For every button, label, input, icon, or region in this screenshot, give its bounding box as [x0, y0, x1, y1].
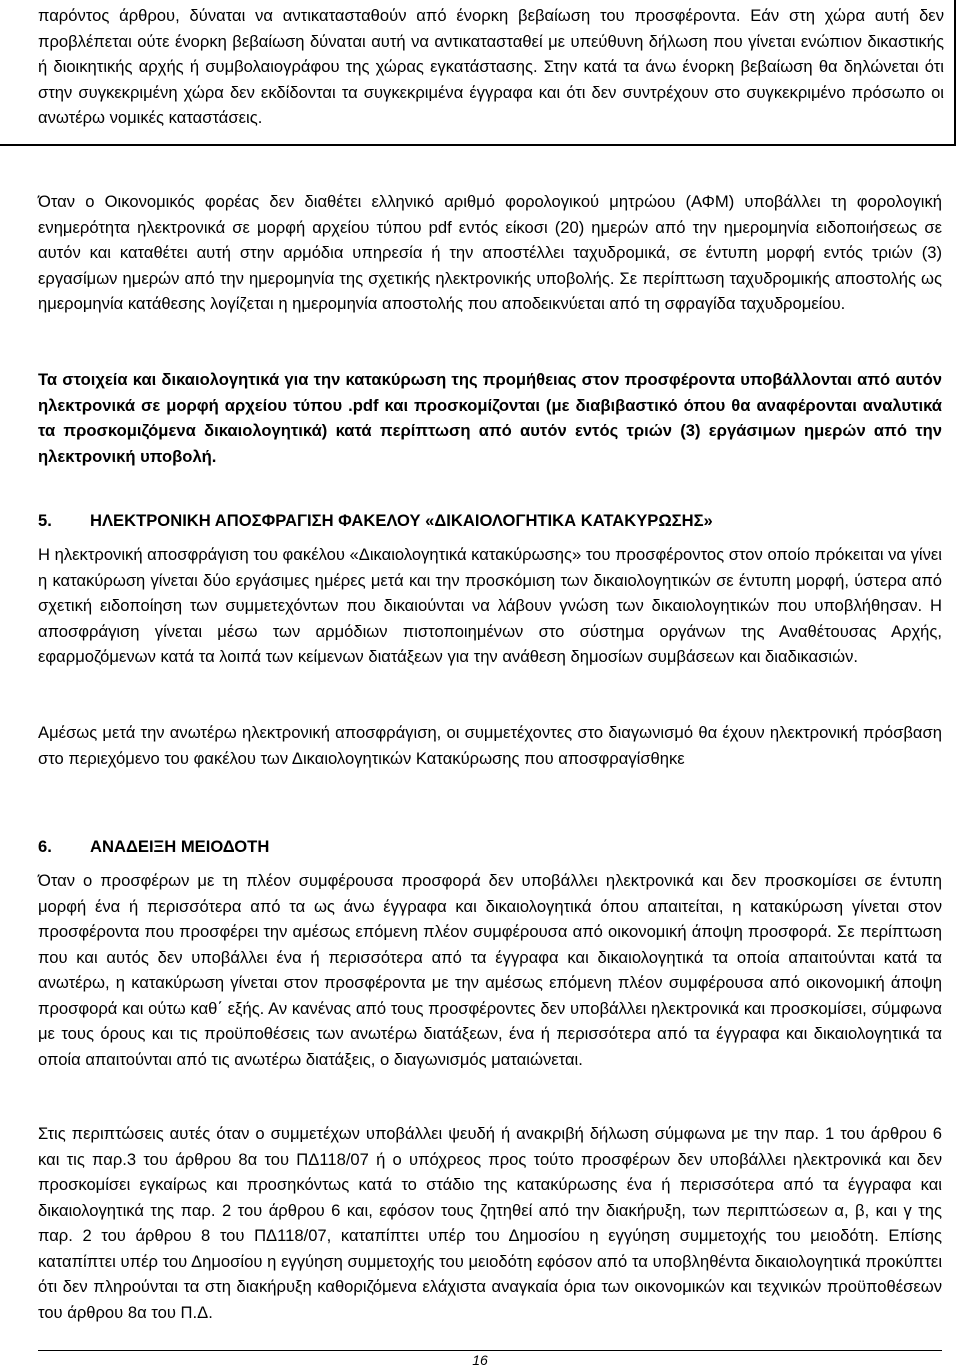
section-5-number: 5. [38, 511, 52, 530]
award-documents-notice: Τα στοιχεία και δικαιολογητικά για την κατακύρωση της προμήθειας στον προσφέροντα υποβάλλονται από αυτόν ηλεκτρονικά σε μορφή αρχείου τύπου .pdf και προσκομίζονται (με διαβιβαστικό όπου θα αναφέρονται αναλυτικά τα προσκομιζόμενα δικαιολογητικά) κατά περίπτωση από αυτόν εντός τριών (3) εργάσιμων ημερών από την ηλεκτρονική υποβολή. [38, 370, 942, 466]
shortfall-paragraph: Όταν ο προσφέρων με τη πλέον συμφέρουσα προσφορά δεν υποβάλλει ηλεκτρονικά και δεν προσκομίσει σε έντυπη μορφή ένα ή περισσότερα από τα ως άνω έγγραφα και δικαιολογητικά όπου απαιτείται, η κατακύρωση γίνεται στον προσφέροντα που προσφέρει την αμέσως επόμενη πλέον συμφέρουσα από οικονομική άποψη προσφορά. Σε περίπτωση που και αυτός δεν υποβάλλει ένα ή περισσότερα από τα έγγραφα και δικαιολογητικά τα οποία απαιτούνται κατά τα ανωτέρω, η κατακύρωση γίνεται στον προσφέροντα με την αμέσως επόμενη πλέον συμφέρουσα από οικονομική άποψη προσφορά και ούτω καθ΄ εξής. Αν κανένας από τους προσφέροντες δεν υποβάλλει ηλεκτρονικά και προσκομίσει, σύμφωνα με τους όρους και τις προϋποθέσεις των ανωτέρω διατάξεων, ένα ή περισσότερα από τα έγγραφα και δικαιολογητικά τα οποία απαιτούνται από τις ανωτέρω διατάξεις, ο διαγωνισμός ματαιώνεται. [38, 871, 942, 1069]
afm-paragraph: Όταν ο Οικονομικός φορέας δεν διαθέτει ελληνικό αριθμό φορολογικού μητρώου (ΑΦΜ) υποβάλλει τη φορολογική ενημερότητα ηλεκτρονικά σε μορφή αρχείου τύπου pdf εντός είκοσι (20) ημερών από την ημερομηνία ειδοποιήσεως σε αυτόν και καταθέτει αυτή στην αρμόδια υπηρεσία ή την αποστέλλει ταχυδρομικά, σε έντυπη μορφή εντός τριών (3) εργασίμων ημερών από την ημερομηνία της σχετικής ηλεκτρονικής υποβολής. Σε περίπτωση ταχυδρομικής αποστολής ως ημερομηνία κατάθεσης λογίζεται η ημερομηνία αποστολής που αποδεικνύεται από τη σφραγίδα ταχυδρομείου. [38, 192, 942, 313]
section-6-heading [38, 834, 269, 859]
footer-divider [38, 1350, 942, 1351]
section-6-title: ΑΝΑΔΕΙΞΗ ΜΕΙΟΔΟΤΗ [90, 837, 270, 856]
continued-paragraph: παρόντος άρθρου, δύναται να αντικατασταθούν από ένορκη βεβαίωση του προσφέροντα. Εάν στη χώρα αυτή δεν προβλέπεται ούτε ένορκη βεβαίωση δύναται αυτή να αντικατασταθεί με υπεύθυνη δήλωση που γίνεται ενώπιον δικαστικής ή διοικητικής αρχής ή συμβολαιογράφου της χώρας εγκατάστασης. Στην κατά τα άνω ένορκη βεβαίωση θα δηλώνεται ότι στην συγκεκριμένη χώρα δεν εκδίδονται τα συγκεκριμένα έγγραφα και ότι δεν συντρέχουν στο συγκεκριμένο πρόσωπο οι ανωτέρω νομικές καταστάσεις. [38, 6, 944, 127]
continued-paragraph-box [0, 0, 956, 146]
access-paragraph: Αμέσως μετά την ανωτέρω ηλεκτρονική αποσφράγιση, οι συμμετέχοντες στο διαγωνισμό θα έχουν ηλεκτρονική πρόσβαση στο περιεχόμενο του φακέλου των Δικαιολογητικών Κατακύρωσης που αποσφραγίσθηκε [38, 723, 942, 768]
page-number: 16 [472, 1352, 488, 1368]
unsealing-paragraph: Η ηλεκτρονική αποσφράγιση του φακέλου «Δικαιολογητικά κατακύρωσης» του προσφέροντος στον οποίο πρόκειται να γίνει η κατακύρωση γίνεται δύο εργάσιμες ημέρες μετά και την προσκόμιση των δικαιολογητικών σε έντυπη μορφή, ύστερα από σχετική ειδοποίηση των συμμετεχόντων που δικαιούνται να λάβουν γνώση των δικαιολογητικών που υποβλήθησαν. Η αποσφράγιση γίνεται μέσω των αρμόδιων πιστοποιημένων στο σύστημα οργάνων της Αναθέτουσας Αρχής, εφαρμοζόμενων κατά τα λοιπά των κείμενων διατάξεων για την ανάθεση δημοσίων συμβάσεων και διαδικασιών. [38, 545, 942, 666]
section-6-number: 6. [38, 837, 52, 856]
section-5-title: ΗΛΕΚΤΡΟΝΙΚΗ ΑΠΟΣΦΡΑΓΙΣΗ ΦΑΚΕΛΟΥ «ΔΙΚΑΙΟΛΟΓΗΤΙΚΑ ΚΑΤΑΚΥΡΩΣΗΣ» [90, 511, 713, 530]
section-5-heading [38, 508, 713, 533]
false-declaration-paragraph: Στις περιπτώσεις αυτές όταν ο συμμετέχων υποβάλλει ψευδή ή ανακριβή δήλωση σύμφωνα με την παρ. 1 του άρθρου 6 και τις παρ.3 του άρθρου 8α του ΠΔ118/07 ή ο υπόχρεος προς τούτο προσφέρων δεν υποβάλλει ηλεκτρονικά και δεν προσκομίσει εγκαίρως και προσηκόντως κατά το στάδιο της κατακύρωσης ένα ή περισσότερα από τα έγγραφα και δικαιολογητικά της παρ. 2 του άρθρου 6 και, εφόσον τους ζητηθεί από την διακήρυξη, των περιπτώσεων α, β, και γ της παρ. 2 του άρθρου 8 του ΠΔ118/07, καταπίπτει υπέρ του Δημοσίου η εγγύηση συμμετοχής του μειοδότη. Επίσης καταπίπτει υπέρ του Δημοσίου η εγγύηση συμμετοχής του μειοδότη εφόσον από τα υποβληθέντα δικαιολογητικά προκύπτει ότι δεν πληρούνται τα στη διακήρυξη καθοριζόμενα ελάχιστα αναγκαία όρια των οικονομικών και τεχνικών προϋποθέσεων του άρθρου 8α του Π.Δ. [38, 1124, 942, 1322]
